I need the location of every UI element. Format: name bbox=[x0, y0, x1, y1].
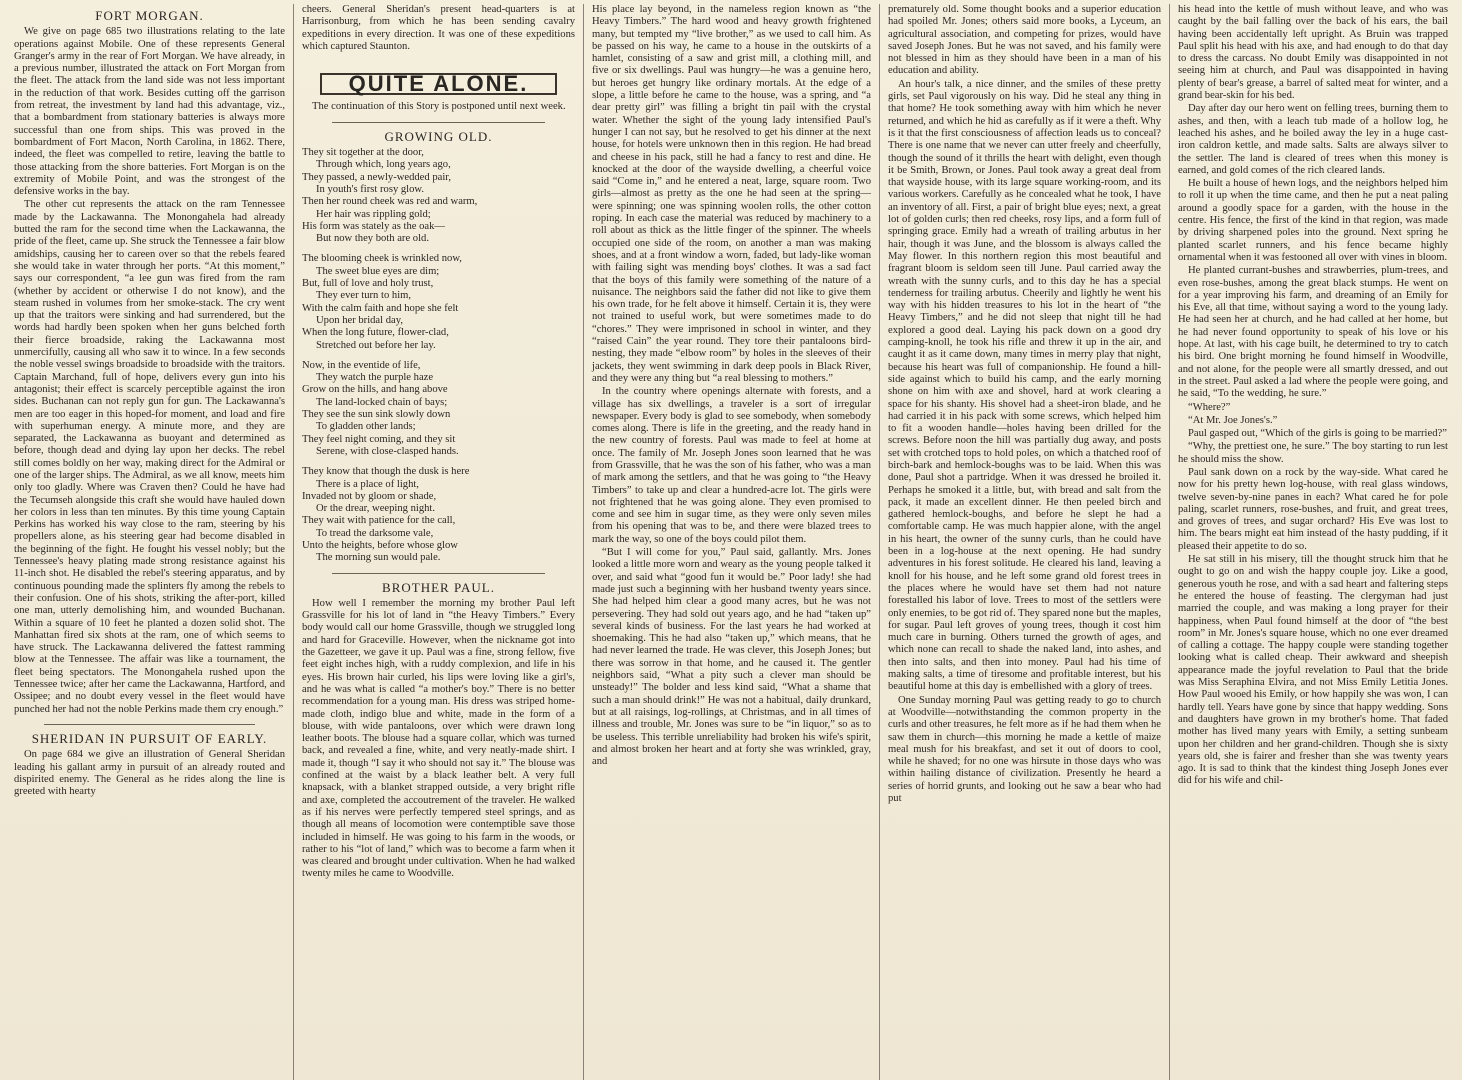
poem-line: Or the drear, weeping night. bbox=[316, 503, 436, 515]
brother-paul-paragraph: his head into the kettle of mush without leave, and who was caught by the bail falling over the back of his ears, the bail having been accidentally left upright. As Bruin was trapped Paul split his head with his axe, and had enough to do that day to dress the carcass. No doubt Emily was disappointed in not seeing him at church, and Paul was disappointed in having plenty of bear's grease, a barrel of salted meat for winter, and a grand bear-skin for his bed. bbox=[1178, 4, 1448, 102]
brother-paul-paragraph: “Where?” bbox=[1188, 401, 1231, 413]
brother-paul-paragraph: In the country where openings alternate with forests, and a village has six dwellings, a traveler is a sort of irregular newspaper. Every body is glad to see somebody, when somebody comes along. There is life in the greeting, and the ready hand in the new country of forests. Paul was made to feel at home at once. The family of Mr. Joseph Jones soon learned that he was from Grassville, that he was the son of his father, who was a man of mark among the settlers, and that he was going to “the Heavy Timbers” to take up and clear a hundred-acre lot. The girls were not frightened that he was going alone. They even promised to come and see him in sugar time, as they were only seven miles from his opening that was to be, and there were blazed trees to mark the way, so one of the boys could pilot them. bbox=[592, 386, 871, 545]
poem-stanza bbox=[302, 360, 575, 458]
poem-line: Then her round cheek was red and warm, bbox=[302, 196, 478, 208]
growing-old-heading: GROWING OLD. bbox=[384, 128, 493, 144]
poem-line: They feel night coming, and they sit bbox=[302, 433, 456, 445]
brother-paul-paragraph: prematurely old. Some thought books and a superior education had spoiled Mr. Jones; others said more books, a Lyceum, an agricultural association, and competing for prizes, would have saved Joseph Jones. But he was not saved, and his family were not blessed in him as they should have been in a man of his education and ability. bbox=[888, 4, 1161, 77]
poem-stanza bbox=[302, 466, 575, 564]
section-divider bbox=[332, 122, 545, 123]
fort-morgan-paragraph: The other cut represents the attack on the ram Tennessee made by the Lackawanna. The Monongahela had already butted the ram for the second time when the Lackawanna, the pride of the fleet, came up. She struck the Tennessee a fair blow amidships, causing her to careen over so that the rebels feared she would take in water through her ports. “At this moment,” says our correspondent, “a lee gun was fired from the ram (whether by accident or otherwise I do not know), and the steam rushed in volumes from her smoke-stack. The cry went up that the traitors were sinking and had surrendered, but the words had hardly been spoken when her guns belched forth their fierce broadside, raking the Lackawanna most unmercifully, causing all who saw it to wince. In a few seconds the noble vessel swings broadside to broadside with the traitors. Captain Marchand, full of hope, delivers every gun into his antagonist; their effect is scarcely perceptible against the iron sides. Buchanan can not reply gun for gun. The Lackawanna's men are too eager in this hoped-for moment, and load and fire with superhuman energy. A minute more, and they are separated, the Lackawanna as buoyant and determined as before, though dead and dying lay upon her decks. The rebel still comes boldly on her way, making direct for the Admiral or one of the larger ships. The Admiral, as we all know, meets him only too gladly. Where was Craven then? Could he have had the Tecumseh alongside this craft she would have hauled down her colors in less than ten minutes. By this time young Captain Perkins has worked his way close to the ram, steering by his propellers alone, as his steering gear had become disabled in the beginning of the fight. He fought his vessel nobly; but the Tennessee's heavy plating made strong resistance against his 11-inch shot. He disabled the rebel's steering apparatus, and by continuous pounding made the splinters fly among the rebels to their confusion. One of his shots, striking the after-port, killed one man, utterly demolishing him, and wounded Buchanan. Within a square of 10 feet he planted a dozen solid shot. The Manhattan fired six shots at the ram, one of which seems to have struck. The Lackawanna delivered the fattest ramming blow at the Tennessee. The affair was like a tournament, the fleet being spectators. The Monongahela rushed upon the Tennessee twice; after her came the Lackawanna, Hartford, and Ossipee; and no doubt every vessel in the fleet would have punched her had not the noble Perkins made them cry enough.” bbox=[14, 199, 285, 715]
poem-line: Invaded not by gloom or shade, bbox=[302, 490, 437, 502]
brother-paul-paragraph: An hour's talk, a nice dinner, and the smiles of these pretty girls, set Paul vigorously on his way. Did he steal any thing in that home? He took something away with him which he never returned, and which he hid as carefully as if it were a theft. Why is it that the first consciousness of affection leads us to conceal? There is one name that we never can utter freely and cheerfully, though the sound of it thrills the heart with delight, even though it be Smith, Brown, or Jones. Paul took away a great deal from that wayside house, with its large square working-room, and its various workers. Carefully as he concealed what he took, I have an inventory of all. First, a pair of bright blue eyes; next, a great lot of golden curls; then red cheeks, rosy lips, and a form full of springing grace. Emily had a wreath of trailing arbutus in her hair, though it was June, and the blossom is always called the May flower. In this northern region this most beautiful and fragrant bloom is seldom seen till June. Paul carried away the wreath with the sunny curls, and to this day he has a special tenderness for trailing arbutus. Cheerily and lightly he went his way with his hidden treasures to his lot in the heart of “the Heavy Timbers,” and he did not sleep that night till he had explored a good deal. Laying his pack down on a good dry camping-knoll, he took his rifle and threw it up in the air, and caught it as it came down, many times in merry play that night, because his heart was full of companionship. He found a hill-side against which to build his camp, and the early morning shone on him with axe and shovel, hard at work clearing a space for his shanty. His shovel had a sheet-iron blade, and he had carried it in his pack with some screws, which helped him to fit a wooden handle—holes having been drilled for the screws. Before noon the hill was partially dug away, and posts set with crotched tops to hold poles, on which a thatched roof of birch-bark and hemlock-boughs was to be laid. When this was done, Paul shot a partridge. When it was dressed he broiled it. Perhaps he smoked it a little, but, with bread and salt from the pack, it made an excellent dinner. He then peeled birch and gathered hemlock-boughs, and before he slept he had a comfortable camp. He was much happier alone, with the angel in his heart, the owner of the sunny curls, than he could have been in a log-house at the next opening. He had sundry adventures in his forest solitude. He cleared his land, leaving a knoll for his house, and he left some grand old forest trees in the places where he would have set them had not nature forestalled his labor of love. Trees to most of the settlers were only enemies, to be got rid of. They spared none but the maples, for sugar. Paul left groves of young trees, though it cost him much care in burning. Others turned the growth of ages, and which none can recall to shade the naked land, into ashes, and then into salts, and then into money. Paul had his time of making salts, a time of tiresome and profitable interest, but his beautiful home at this day is embellished with a glory of trees. bbox=[888, 78, 1161, 693]
column-4 bbox=[880, 4, 1170, 1080]
poem-line: But, full of love and holy trust, bbox=[302, 278, 434, 290]
poem-line: Her hair was rippling gold; bbox=[316, 208, 431, 220]
brother-paul-paragraph: “At Mr. Joe Jones's.” bbox=[1188, 414, 1278, 426]
brother-paul-paragraph: He sat still in his misery, till the thought struck him that he ought to go on and wish the happy couple joy. Like a good, generous youth he rose, and with a sad heart and faltering steps he entered the house of feasting. The clergyman had just married the couple, and was making a long prayer for their happiness, when Paul found himself at the door of “the best room” in Mr. Jones's square house, which no one ever dreamed of calling a cottage. The happy couple were standing together looking what is called cheap. Their awkward and sheepish appearance made the joyful revelation to Paul that the bride was Miss Seraphina Elvira, and not Miss Emily Letitia Jones. How Paul wooed his Emily, or how happily she was won, I can hardly tell. Years have gone by since that happy wedding. Sons and daughters have grown in my brother's home. That faded mother has lived many years with Emily, a setting sunbeam upon her children and her grand-children. Though she is sixty years old, she is fairer and fresher than she was twenty years ago. It is sad to think that the kindest thing Joseph Jones ever did for his wife and chil- bbox=[1178, 554, 1448, 787]
poem-stanza bbox=[302, 253, 575, 351]
column-1 bbox=[6, 4, 294, 1080]
poem-line: In youth's first rosy glow. bbox=[316, 183, 425, 195]
brother-paul-paragraph: “Why, the prettiest one, he sure.” The boy starting to run lest he should miss the show. bbox=[1178, 441, 1448, 465]
poem-line: Serene, with close-clasped hands. bbox=[316, 445, 459, 457]
quite-alone-heading: QUITE ALONE. bbox=[320, 73, 557, 95]
brother-paul-paragraph: How well I remember the morning my brother Paul left Grassville for his lot of land in “the Heavy Timbers.” Every body would call our home Grassville, though we struggled long and hard for Graceville. However, when the nickname got into the Gazetteer, we gave it up. Paul was a fine, strong fellow, five feet eight inches high, with a ruddy complexion, and life in his eyes. His brown hair curled, his lips were loving like a girl's, and he was what is called “a mother's boy.” There is no better recommendation for a young man. His dress was striped home-made cloth, indigo blue and white, made in the form of a blouse, with wide pantaloons, over which were drawn long leather boots. The blouse had a square collar, which was turned back, and revealed a fine, white, and very neatly-made shirt. I made it, though “I say it who should not say it.” The blouse was confined at the waist by a black leather belt. A very full knapsack, with a blanket strapped outside, a very bright rifle and axe, completed the accoutrement of the traveler. He walked as if his nerves were perfectly tempered steel springs, and as though all means of locomotion were contemptible save those included in himself. He was going to his farm in the woods, or rather to his “lot of land,” which was to become a farm when it was cleared and brought under cultivation. When he had walked twenty miles he came to Woodville. bbox=[302, 597, 575, 880]
poem-line: Upon her bridal day, bbox=[316, 314, 403, 326]
poem-line: When the long future, flower-clad, bbox=[302, 327, 449, 339]
brother-paul-paragraph: He built a house of hewn logs, and the neighbors helped him to roll it up when the time came, and then he put a neat paling around a goodly space for a garden, with the house in the centre. His fence, the first of the kind in that region, was made by driving sharpened poles into the ground. Next spring he planted scarlet runners, and his fence became highly ornamental when it was festooned all over with vines in bloom. bbox=[1178, 178, 1448, 263]
poem-line: They ever turn to him, bbox=[316, 290, 412, 302]
poem-line: Stretched out before her lay. bbox=[316, 339, 436, 351]
brother-paul-paragraph: Paul gasped out, “Which of the girls is going to be married?” bbox=[1188, 428, 1447, 440]
poem-line: The land-locked chain of bays; bbox=[316, 396, 448, 408]
poem-line: His form was stately as the oak— bbox=[302, 220, 445, 232]
poem-line: They sit together at the door, bbox=[302, 147, 424, 159]
poem-line: They see the sun sink slowly down bbox=[302, 409, 451, 421]
section-divider bbox=[44, 724, 255, 725]
poem-stanza bbox=[302, 147, 575, 245]
poem-line: The morning sun would pale. bbox=[316, 552, 441, 564]
growing-old-poem bbox=[302, 147, 575, 565]
brother-paul-paragraph: One Sunday morning Paul was getting ready to go to church at Woodville—notwithstanding the common property in the curls and other treasures, he felt more as if he had them when he saw them in church—this morning he made a kettle of maize meal mush for his breakfast, and set it out of doors to cool, while he shaved; for no one was hirsute in those days who was within hailing distance of civilization. Presently he heard a series of horrid grunts, and looking out he saw a bear who had put bbox=[888, 694, 1161, 804]
poem-line: The sweet blue eyes are dim; bbox=[316, 265, 440, 277]
poem-line: They wait with patience for the call, bbox=[302, 515, 456, 527]
column-5 bbox=[1170, 4, 1456, 1080]
sheridan-heading: SHERIDAN IN PURSUIT OF EARLY. bbox=[31, 730, 268, 746]
poem-line: But now they both are old. bbox=[316, 233, 429, 245]
poem-line: They know that though the dusk is here bbox=[302, 466, 470, 478]
brother-paul-paragraph: He planted currant-bushes and strawberries, plum-trees, and even rose-bushes, among the great black stumps. He went on for a year improving his farm, and dreaming of an Emily for his Eve, all that time, without saying a word to the young lady. He had seen her at church, and he had called at her home, but he had never found opportunity to speak of his love or his hope. At last, with his cage built, he determined to try to catch his bird. One bright morning he found himself in Woodville, and not alone, for the people were all smartly dressed, and out in the street. Paul asked a lad where the people were going, and he said, “To the wedding, he sure.” bbox=[1178, 265, 1448, 400]
quite-alone-notice: The continuation of this Story is postponed until next week. bbox=[312, 101, 566, 113]
fort-morgan-heading: FORT MORGAN. bbox=[95, 8, 204, 23]
poem-line: Unto the heights, before whose glow bbox=[302, 539, 458, 551]
poem-line: They passed, a newly-wedded pair, bbox=[302, 171, 452, 183]
sheridan-paragraph: On page 684 we give an illustration of General Sheridan leading his gallant army in pursuit of an already routed and dispirited enemy. The General as he rides along the line is greeted with hearty bbox=[14, 749, 285, 798]
column-2 bbox=[294, 4, 584, 1080]
section-divider bbox=[332, 573, 545, 574]
brother-paul-paragraph: Day after day our hero went on felling trees, burning them to ashes, and then, with a leach tub made of a hollow log, he leached his ashes, and he boiled away the ley in a huge cast-iron caldron kettle, and made salts. Salts are always silver to the settler. The land is cleared of trees when this money is earned, and gold comes of the rich cleared lands. bbox=[1178, 103, 1448, 176]
brother-paul-paragraph: His place lay beyond, in the nameless region known as “the Heavy Timbers.” The hard wood and heavy growth frightened many, but tempted my “live brother,” as we used to call him. As be passed on his way, he came to a house in the outskirts of a hamlet, consisting of a saw and grist mill, a clothing mill, and five or six dwellings. Paul was hungry—he was a genuine hero, but heroes get hungry like ordinary mortals. At the edge of a slope, a little before he came to the house, was a spring, and “a dear pretty girl” was filling a bright tin pail with the crystal water. Whether the sight of the young lady intensified Paul's hunger I can not say, but he resolved to get his dinner at the next house, for hotels were unknown then in this region. He had bread and cheese in his pack, still he had a fancy to rest and dine. He knocked at the door of the wayside dwelling, a cheerful voice said “Come in,” and he entered a neat, large, square room. Two girls—almost as pretty as the one he had seen at the spring—were spinning; one was spinning woolen rolls, the other cotton roping. In each case the material was reduced by machinery to a roll about as thick as the little finger of the spinner. The wheels occupied one side of the room, on another a man was making shoes, and at a front window a worn, faded, but lady-like woman with failing sight was mending boys' clothes. It was a sad fact that the boys of this family were something of the nature of a nuisance. The neighbors said the father did not like to give them his own trade, for he felt above it himself. Certain it is, they were not trained to useful work, but were sometimes made to do “chores.” They were imprisoned in school in winter, and they “raised Cain” the year round. They tore their pantaloons bird-nesting, they made “elbow room” by holes in the sleeves of their jackets, they went swimming in dark deep pools in Black River, and they were any thing but “a real blessing to mothers.” bbox=[592, 4, 871, 384]
brother-paul-heading: BROTHER PAUL. bbox=[382, 579, 495, 595]
fort-morgan-paragraph: We give on page 685 two illustrations relating to the late operations against Mobile. One of these represents General Granger's army in the rear of Fort Morgan. We have already, in a previous number, illustrated the attack on Fort Morgan from the fleet. The attack from the land side was not less important in the reduction of that work. Besides cutting off the garrison from retreat, the investment by land had this advantage, viz., that a bombardment from stationary batteries is always more successful than one from ships. This was proved in the bombardment of Fort Macon, North Carolina, in 1862. There, indeed, the fleet was compelled to retire, leaving the battle to those attacking from the shore batteries. Fort Morgan is on the extremity of Mobile Point, and was the strongest of the defensive works in the bay. bbox=[14, 26, 285, 198]
poem-line: To tread the darksome vale, bbox=[316, 527, 434, 539]
brother-paul-paragraph: Paul sank down on a rock by the way-side. What cared he now for his pretty hewn log-house, with real glass windows, twelve seven-by-nine panes in each? What cared he for pole paling, scarlet runners, rose-bushes, and fruit, and great trees, and groves of trees, and sugar orchard? His Eve was lost to him. The bears might eat him instead of the hasty pudding, if it pleased their appetite to do so. bbox=[1178, 466, 1448, 552]
poem-line: Grow on the hills, and hang above bbox=[302, 384, 448, 396]
brother-paul-paragraph: “But I will come for you,” Paul said, gallantly. Mrs. Jones looked a little more worn and weary as the young people talked it over, and said what “good fun it would be.” Poor lady! she had made just such a beginning with her husband twenty years since. She had helped him clear a good many acres, but he was not persevering. They had sold out years ago, and he had “taken up” several kinds of business. For the last years he had worked at shoemaking. This he had also “taken up,” which means, that he had never learned the trade. He was clever, this Joseph Jones; but there was sorrow in that home, and he caused it. The gentler neighbors said, “What a pity such a clever man should be unsteady!” The bolder and less kind said, “What a shame that such a man should drink!” He was not a habitual, daily drunkard, but at all raisings, log-rollings, at Christmas, and in all times of illness and trouble, Mr. Jones was sure to be “in liquor,” so as to be useless. This terrible unreliability had broken his wife's spirit, and almost broken her heart and at forty she was wrinkled, gray, and bbox=[592, 547, 871, 768]
poem-line: Now, in the eventide of life, bbox=[302, 359, 421, 371]
poem-line: There is a place of light, bbox=[316, 478, 419, 490]
sheridan-continued: cheers. General Sheridan's present head-quarters is at Harrisonburg, from which he has been sending cavalry expeditions in every direction. It was one of these expeditions which captured Staunton. bbox=[302, 4, 575, 52]
poem-line: They watch the purple haze bbox=[316, 372, 434, 384]
poem-line: Through which, long years ago, bbox=[316, 159, 451, 171]
column-3 bbox=[584, 4, 880, 1080]
poem-line: To gladden other lands; bbox=[316, 421, 416, 433]
poem-line: With the calm faith and hope she felt bbox=[302, 302, 459, 314]
poem-line: The blooming cheek is wrinkled now, bbox=[302, 253, 462, 265]
